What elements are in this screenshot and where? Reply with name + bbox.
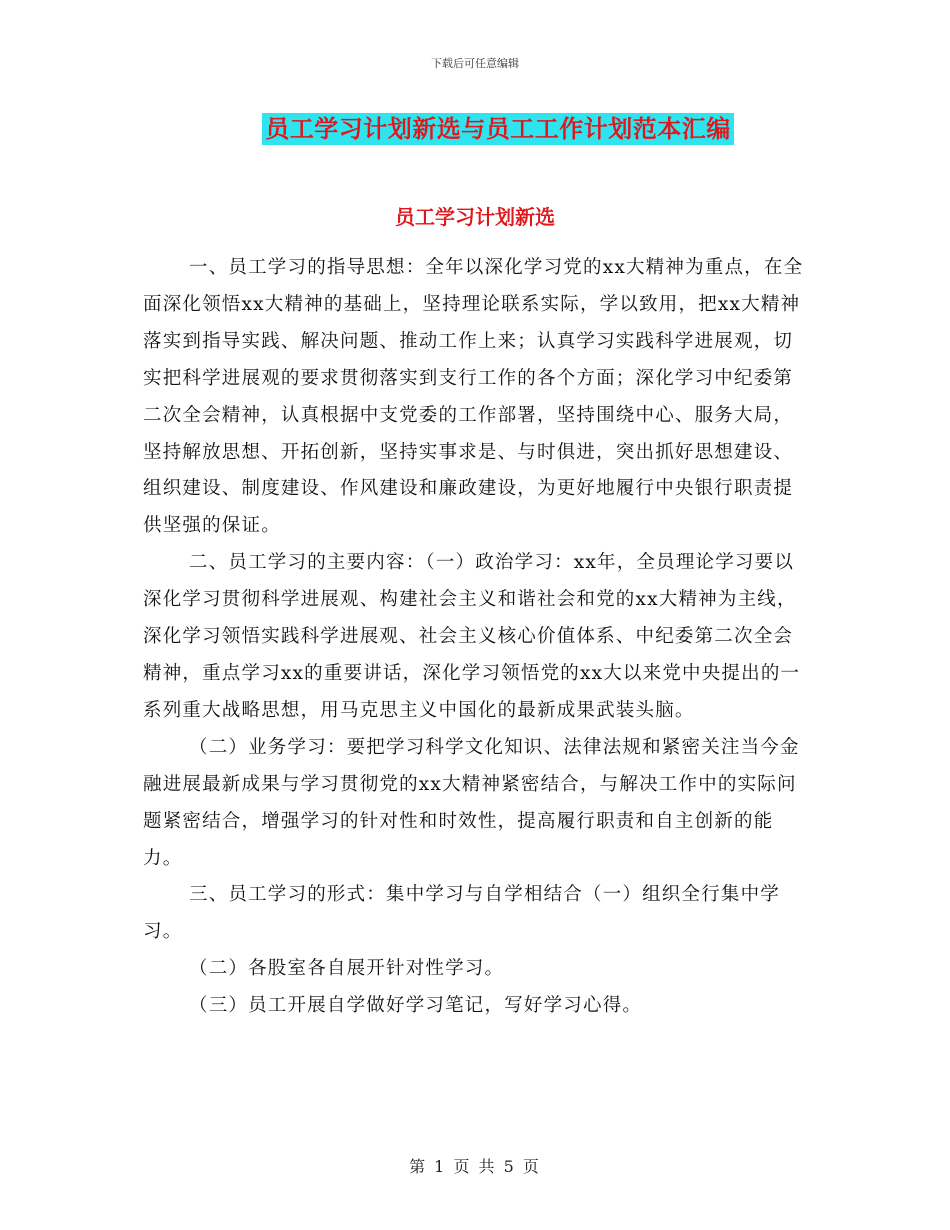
paragraph-guiding-ideology: 一、员工学习的指导思想：全年以深化学习党的xx大精神为重点，在全面深化领悟xx大精神的基础上，坚持理论联系实际，学以致用，把xx大精神落实到指导实践、解决问题、推动工作上来；认真学习实践科学进展观，切实把科学进展观的要求贯彻落实到支行工作的各个方面；深化学习中纪委第二次全会精神，认真根据中支党委的工作部署，坚持围绕中心、服务大局，坚持解放思想、开拓创新，坚持实事求是、与时俱进，突出抓好思想建设、组织建设、制度建设、作风建设和廉政建设，为更好地履行中央银行职责提供坚强的保证。 — [143, 257, 804, 537]
document-body — [143, 250, 811, 1025]
paragraph-department-study: （二）各股室各自展开针对性学习。 — [189, 958, 505, 980]
paragraph-main-content: 二、员工学习的主要内容：（一）政治学习：xx年，全员理论学习要以深化学习贯彻科学进展观、构建社会主义和谐社会和党的xx大精神为主线，深化学习领悟实践科学进展观、社会主义核心价值体系、中纪委第二次全会精神，重点学习xx的重要讲话，深化学习领悟党的xx大以来党中央提出的一系列重大战略思想，用马克思主义中国化的最新成果武装头脑。 — [143, 552, 801, 721]
paragraph-business-study: （二）业务学习：要把学习科学文化知识、法律法规和紧密关注当今金融进展最新成果与学习贯彻党的xx大精神紧密结合，与解决工作中的实际问题紧密结合，增强学习的针对性和时效性，提高履行职责和自主创新的能力。 — [143, 736, 800, 869]
page-number: 第 1 页 共 5 页 — [409, 1157, 541, 1176]
document-title: 员工学习计划新选与员工工作计划范本汇编 — [262, 113, 734, 145]
header-note: 下载后可任意编辑 — [431, 57, 519, 70]
section-title: 员工学习计划新选 — [395, 205, 555, 229]
paragraph-self-study: （三）员工开展自学做好学习笔记，写好学习心得。 — [189, 995, 643, 1017]
paragraph-study-form: 三、员工学习的形式：集中学习与自学相结合（一）组织全行集中学习。 — [143, 884, 781, 943]
document-title-container — [0, 113, 950, 145]
